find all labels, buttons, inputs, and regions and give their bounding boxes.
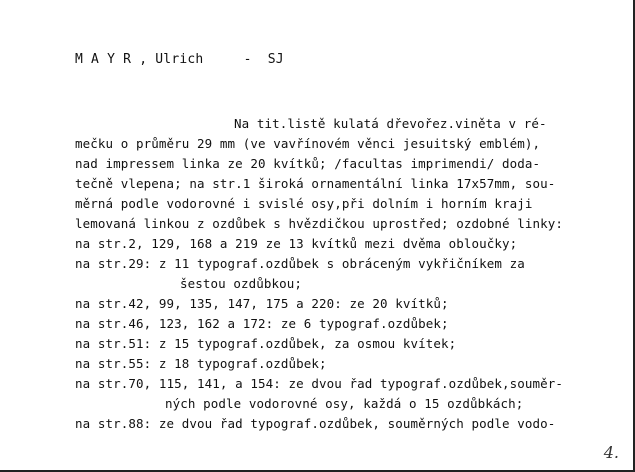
body-line: nad impressem linka ze 20 kvítků; /facultas imprimendi/ doda- — [75, 156, 541, 171]
body-line: šestou ozdůbkou; — [180, 276, 303, 291]
body-line: měrná podle vodorovné i svislé osy,při dolním i horním kraji — [75, 196, 533, 211]
body-line: mečku o průměru 29 mm (ve vavřínovém věnci jesuitský emblém), — [75, 136, 541, 151]
card-header — [75, 52, 284, 67]
body-line: na str.88: ze dvou řad typograf.ozdůbek, souměrných podle vodo- — [75, 416, 556, 431]
body-line: tečně vlepena; na str.1 široká ornamentální linka 17x57mm, sou- — [75, 176, 556, 191]
body-line: ných podle vodorovné osy, každá o 15 ozdůbkách; — [165, 396, 524, 411]
body-line: na str.70, 115, 141, a 154: ze dvou řad typograf.ozdůbek,souměr- — [75, 376, 564, 391]
body-line: Na tit.listě kulatá dřevořez.viněta v ré- — [234, 116, 547, 131]
body-line: na str.51: z 15 typograf.ozdůbek, za osmou kvítek; — [75, 336, 457, 351]
body-line: na str.29: z 11 typograf.ozdůbek s obráceným vykřičníkem za — [75, 256, 525, 271]
page-number: 4. — [603, 443, 619, 462]
religious-order: SJ — [267, 52, 284, 67]
body-line: na str.2, 129, 168 a 219 ze 13 kvítků mezi dvěma obloučky; — [75, 236, 518, 251]
body-line: na str.55: z 18 typograf.ozdůbek; — [75, 356, 327, 371]
author-first-name: Ulrich — [155, 52, 204, 67]
body-line: lemovaná linkou z ozdůbek s hvězdičkou uprostřed; ozdobné linky: — [75, 216, 564, 231]
author-surname: M A Y R , — [75, 52, 148, 67]
body-line: na str.42, 99, 135, 147, 175 a 220: ze 20 kvítků; — [75, 296, 449, 311]
body-line: na str.46, 123, 162 a 172: ze 6 typograf.ozdůbek; — [75, 316, 449, 331]
header-dash: - — [243, 52, 252, 67]
